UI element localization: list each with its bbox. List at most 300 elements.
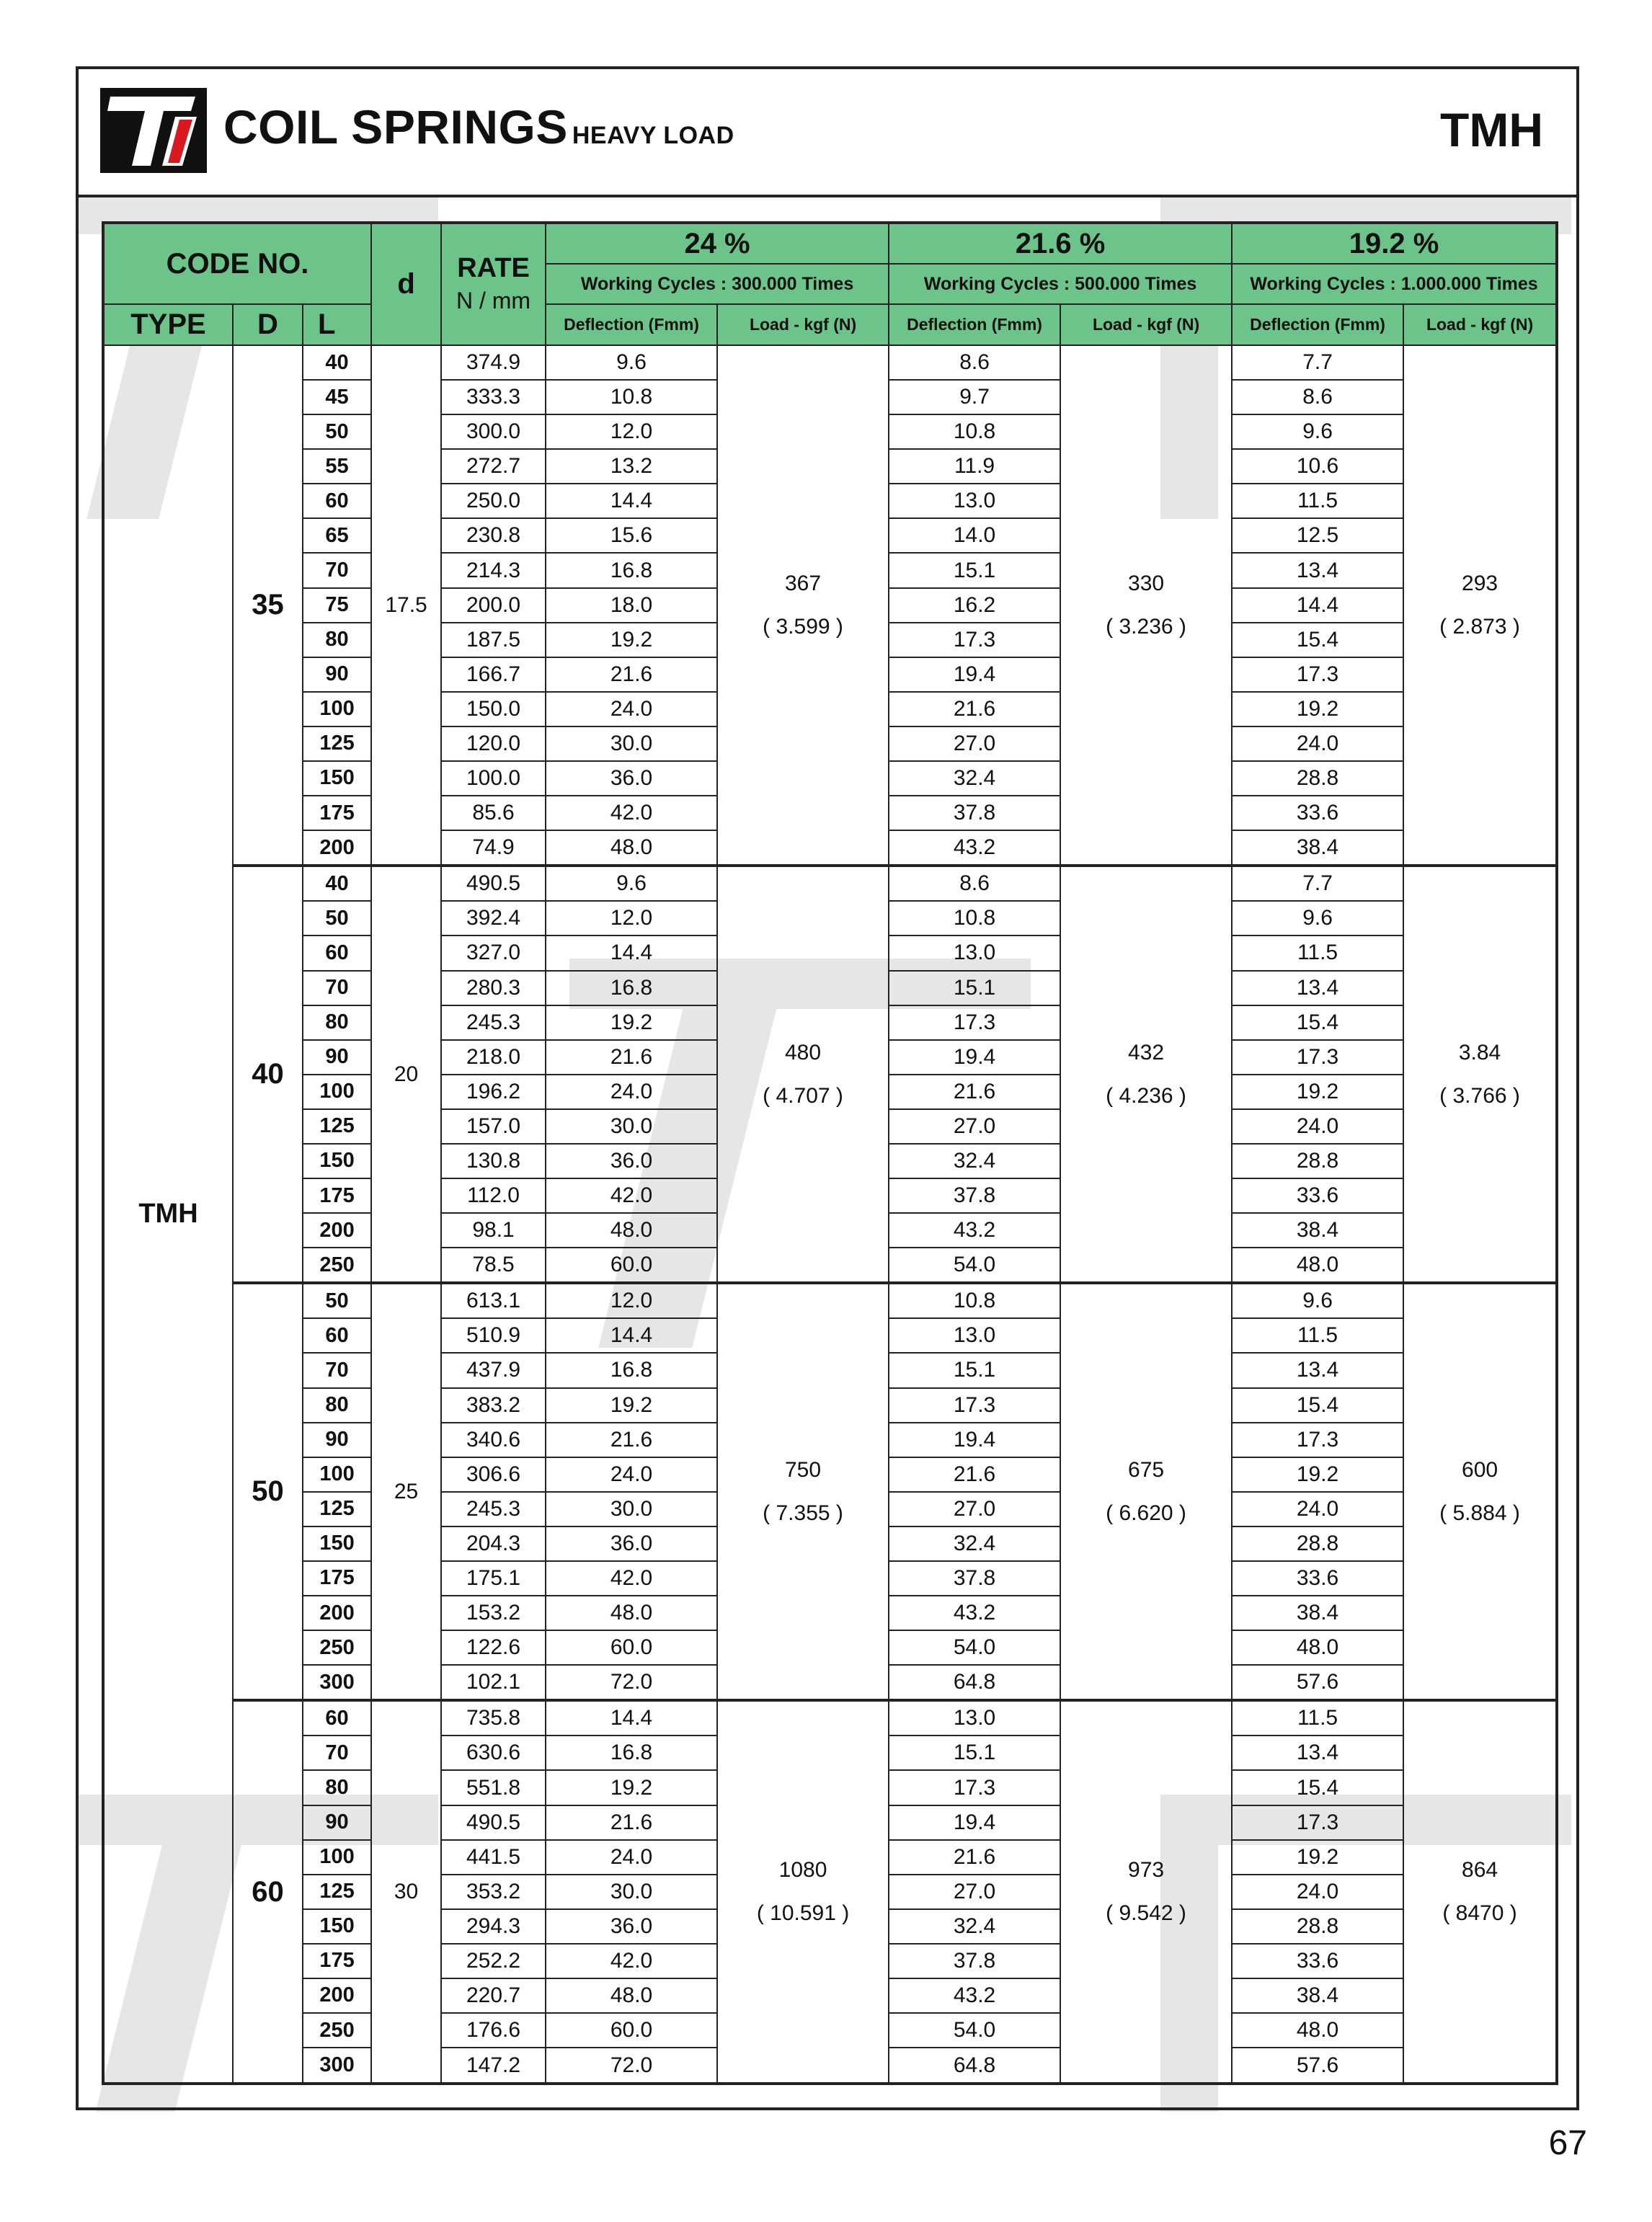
deflection-cell: 16.2 — [889, 588, 1060, 623]
deflection-cell: 24.0 — [1232, 726, 1403, 761]
rate-cell: 130.8 — [441, 1144, 546, 1178]
length-cell: 125 — [303, 726, 371, 761]
deflection-cell: 15.1 — [889, 553, 1060, 587]
deflection-cell: 33.6 — [1232, 1944, 1403, 1978]
deflection-cell: 21.6 — [546, 657, 717, 692]
length-cell: 250 — [303, 1248, 371, 1283]
length-cell: 300 — [303, 1665, 371, 1700]
rate-cell: 333.3 — [441, 380, 546, 414]
rate-cell: 196.2 — [441, 1075, 546, 1109]
rate-cell: 252.2 — [441, 1944, 546, 1978]
load-cell — [717, 345, 889, 866]
rate-cell: 166.7 — [441, 657, 546, 692]
rate-cell: 175.1 — [441, 1561, 546, 1596]
header-cycles-500k: Working Cycles : 500.000 Times — [889, 264, 1232, 304]
deflection-cell: 9.6 — [546, 866, 717, 901]
deflection-cell: 19.4 — [889, 1040, 1060, 1075]
deflection-cell: 13.4 — [1232, 971, 1403, 1005]
deflection-cell: 13.4 — [1232, 1736, 1403, 1770]
deflection-cell: 15.1 — [889, 971, 1060, 1005]
length-cell: 80 — [303, 1005, 371, 1040]
load-kgf: 3.84 — [1458, 1040, 1501, 1065]
length-cell: 100 — [303, 1075, 371, 1109]
deflection-cell: 43.2 — [889, 830, 1060, 866]
deflection-cell: 54.0 — [889, 2013, 1060, 2048]
length-cell: 200 — [303, 830, 371, 866]
deflection-cell: 72.0 — [546, 2048, 717, 2084]
rate-cell: 157.0 — [441, 1109, 546, 1144]
deflection-cell: 19.2 — [1232, 1457, 1403, 1492]
deflection-cell: 17.3 — [889, 623, 1060, 657]
length-cell: 70 — [303, 1353, 371, 1387]
deflection-cell: 14.4 — [1232, 588, 1403, 623]
rate-cell: 280.3 — [441, 971, 546, 1005]
length-cell: 75 — [303, 588, 371, 623]
length-cell: 100 — [303, 1840, 371, 1875]
deflection-cell: 13.4 — [1232, 553, 1403, 587]
deflection-cell: 42.0 — [546, 1944, 717, 1978]
table-row — [103, 1283, 1557, 1318]
rate-cell: 306.6 — [441, 1457, 546, 1492]
deflection-cell: 9.6 — [1232, 901, 1403, 936]
deflection-cell: 42.0 — [546, 1178, 717, 1213]
length-cell: 80 — [303, 1770, 371, 1805]
deflection-cell: 30.0 — [546, 1492, 717, 1526]
deflection-cell: 38.4 — [1232, 830, 1403, 866]
header-percent-216: 21.6 % — [889, 223, 1232, 264]
load-cell — [1060, 866, 1232, 1283]
page-number: 67 — [1548, 2124, 1587, 2162]
load-cell — [717, 1283, 889, 1700]
deflection-cell: 16.8 — [546, 1736, 717, 1770]
deflection-cell: 27.0 — [889, 1109, 1060, 1144]
rate-cell: 230.8 — [441, 518, 546, 553]
deflection-cell: 32.4 — [889, 1909, 1060, 1944]
rate-cell: 392.4 — [441, 901, 546, 936]
load-newton: ( 5.884 ) — [1439, 1501, 1520, 1525]
load-kgf: 600 — [1462, 1457, 1498, 1482]
deflection-cell: 21.6 — [546, 1805, 717, 1840]
load-kgf: 330 — [1128, 571, 1165, 595]
deflection-cell: 12.0 — [546, 1283, 717, 1318]
load-newton: ( 7.355 ) — [763, 1501, 843, 1525]
load-newton: ( 6.620 ) — [1106, 1501, 1186, 1525]
rate-unit: N / mm — [456, 287, 531, 314]
deflection-cell: 28.8 — [1232, 761, 1403, 796]
length-cell: 175 — [303, 1178, 371, 1213]
length-cell: 100 — [303, 692, 371, 726]
table-row — [103, 345, 1557, 380]
header-rate — [441, 223, 546, 345]
rate-cell: 214.3 — [441, 553, 546, 587]
deflection-cell: 42.0 — [546, 1561, 717, 1596]
table-body — [103, 345, 1557, 2084]
deflection-cell: 72.0 — [546, 1665, 717, 1700]
header-load: Load - kgf (N) — [717, 304, 889, 345]
deflection-cell: 15.4 — [1232, 1770, 1403, 1805]
length-cell: 300 — [303, 2048, 371, 2084]
deflection-cell: 21.6 — [889, 692, 1060, 726]
deflection-cell: 19.4 — [889, 1805, 1060, 1840]
page-header — [76, 66, 1579, 197]
deflection-cell: 21.6 — [889, 1075, 1060, 1109]
deflection-cell: 10.8 — [546, 380, 717, 414]
header-type: TYPE — [103, 304, 233, 345]
header-wire-d: d — [371, 223, 441, 345]
length-cell: 250 — [303, 2013, 371, 2048]
load-newton: ( 2.873 ) — [1439, 614, 1520, 639]
rate-cell: 490.5 — [441, 866, 546, 901]
deflection-cell: 7.7 — [1232, 345, 1403, 380]
load-cell — [717, 1700, 889, 2084]
deflection-cell: 21.6 — [889, 1457, 1060, 1492]
deflection-cell: 60.0 — [546, 2013, 717, 2048]
load-kgf: 293 — [1462, 571, 1498, 595]
rate-label: RATE — [457, 252, 530, 283]
length-cell: 125 — [303, 1492, 371, 1526]
length-cell: 70 — [303, 1736, 371, 1770]
rate-cell: 176.6 — [441, 2013, 546, 2048]
deflection-cell: 13.0 — [889, 484, 1060, 518]
rate-cell: 272.7 — [441, 449, 546, 484]
deflection-cell: 21.6 — [546, 1040, 717, 1075]
deflection-cell: 18.0 — [546, 588, 717, 623]
length-cell: 70 — [303, 553, 371, 587]
length-cell: 125 — [303, 1875, 371, 1909]
header-cycles-1m: Working Cycles : 1.000.000 Times — [1232, 264, 1557, 304]
deflection-cell: 19.4 — [889, 657, 1060, 692]
deflection-cell: 19.2 — [1232, 1075, 1403, 1109]
length-cell: 175 — [303, 1944, 371, 1978]
deflection-cell: 16.8 — [546, 1353, 717, 1387]
deflection-cell: 36.0 — [546, 1526, 717, 1561]
deflection-cell: 11.5 — [1232, 484, 1403, 518]
length-cell: 250 — [303, 1630, 371, 1665]
load-kgf: 973 — [1128, 1858, 1165, 1883]
length-cell: 60 — [303, 1318, 371, 1353]
deflection-cell: 9.6 — [1232, 1283, 1403, 1318]
rate-cell: 147.2 — [441, 2048, 546, 2084]
rate-cell: 735.8 — [441, 1700, 546, 1736]
deflection-cell: 15.1 — [889, 1353, 1060, 1387]
deflection-cell: 24.0 — [546, 1840, 717, 1875]
deflection-cell: 48.0 — [1232, 1248, 1403, 1283]
length-cell: 150 — [303, 761, 371, 796]
rate-cell: 112.0 — [441, 1178, 546, 1213]
deflection-cell: 32.4 — [889, 1144, 1060, 1178]
deflection-cell: 37.8 — [889, 796, 1060, 830]
load-kgf: 1080 — [778, 1858, 827, 1883]
deflection-cell: 38.4 — [1232, 1596, 1403, 1630]
rate-cell: 245.3 — [441, 1492, 546, 1526]
deflection-cell: 19.2 — [546, 1005, 717, 1040]
deflection-cell: 32.4 — [889, 761, 1060, 796]
length-cell: 150 — [303, 1526, 371, 1561]
length-cell: 50 — [303, 1283, 371, 1318]
deflection-cell: 37.8 — [889, 1561, 1060, 1596]
rate-cell: 630.6 — [441, 1736, 546, 1770]
title-subtitle: HEAVY LOAD — [572, 122, 734, 149]
deflection-cell: 21.6 — [889, 1840, 1060, 1875]
load-newton: ( 10.591 ) — [756, 1901, 850, 1926]
length-cell: 50 — [303, 901, 371, 936]
deflection-cell: 13.0 — [889, 936, 1060, 970]
deflection-cell: 15.4 — [1232, 1005, 1403, 1040]
length-cell: 125 — [303, 1109, 371, 1144]
rate-cell: 374.9 — [441, 345, 546, 380]
deflection-cell: 48.0 — [546, 830, 717, 866]
length-cell: 40 — [303, 345, 371, 380]
deflection-cell: 15.4 — [1232, 1388, 1403, 1423]
header-percent-24: 24 % — [546, 223, 889, 264]
deflection-cell: 17.3 — [889, 1005, 1060, 1040]
rate-cell: 100.0 — [441, 761, 546, 796]
length-cell: 80 — [303, 1388, 371, 1423]
deflection-cell: 7.7 — [1232, 866, 1403, 901]
length-cell: 100 — [303, 1457, 371, 1492]
deflection-cell: 17.3 — [1232, 1040, 1403, 1075]
rate-cell: 551.8 — [441, 1770, 546, 1805]
rate-cell: 122.6 — [441, 1630, 546, 1665]
rate-cell: 613.1 — [441, 1283, 546, 1318]
spring-spec-table — [102, 221, 1558, 2085]
load-newton: ( 4.707 ) — [763, 1083, 843, 1108]
deflection-cell: 8.6 — [1232, 380, 1403, 414]
table-row — [103, 866, 1557, 901]
deflection-cell: 19.2 — [546, 623, 717, 657]
outer-diameter-cell: 40 — [233, 866, 303, 1283]
deflection-cell: 64.8 — [889, 1665, 1060, 1700]
deflection-cell: 12.0 — [546, 901, 717, 936]
deflection-cell: 57.6 — [1232, 2048, 1403, 2084]
deflection-cell: 9.6 — [1232, 414, 1403, 449]
title-text: COIL SPRINGS — [223, 100, 568, 154]
deflection-cell: 33.6 — [1232, 1561, 1403, 1596]
load-kgf: 367 — [785, 571, 822, 595]
deflection-cell: 64.8 — [889, 2048, 1060, 2084]
brand-logo-icon — [100, 88, 207, 173]
wire-diameter-cell: 25 — [371, 1283, 441, 1700]
rate-cell: 383.2 — [441, 1388, 546, 1423]
deflection-cell: 43.2 — [889, 1596, 1060, 1630]
deflection-cell: 24.0 — [1232, 1109, 1403, 1144]
deflection-cell: 43.2 — [889, 1978, 1060, 2013]
deflection-cell: 36.0 — [546, 761, 717, 796]
load-newton: ( 4.236 ) — [1106, 1083, 1186, 1108]
deflection-cell: 11.9 — [889, 449, 1060, 484]
load-cell — [717, 866, 889, 1283]
deflection-cell: 24.0 — [1232, 1875, 1403, 1909]
deflection-cell: 16.8 — [546, 553, 717, 587]
deflection-cell: 24.0 — [546, 692, 717, 726]
wire-diameter-cell: 20 — [371, 866, 441, 1283]
page-title — [223, 99, 734, 154]
deflection-cell: 37.8 — [889, 1944, 1060, 1978]
deflection-cell: 27.0 — [889, 1875, 1060, 1909]
deflection-cell: 24.0 — [1232, 1492, 1403, 1526]
deflection-cell: 38.4 — [1232, 1213, 1403, 1248]
deflection-cell: 10.8 — [889, 1283, 1060, 1318]
rate-cell: 98.1 — [441, 1213, 546, 1248]
header-outer-d: D — [233, 304, 303, 345]
length-cell: 90 — [303, 1423, 371, 1457]
deflection-cell: 14.4 — [546, 484, 717, 518]
rate-cell: 204.3 — [441, 1526, 546, 1561]
load-kgf: 864 — [1462, 1858, 1498, 1883]
header-load: Load - kgf (N) — [1060, 304, 1232, 345]
rate-cell: 510.9 — [441, 1318, 546, 1353]
deflection-cell: 48.0 — [546, 1213, 717, 1248]
rate-cell: 245.3 — [441, 1005, 546, 1040]
length-cell: 175 — [303, 1561, 371, 1596]
outer-diameter-cell: 35 — [233, 345, 303, 866]
length-cell: 40 — [303, 866, 371, 901]
rate-cell: 327.0 — [441, 936, 546, 970]
rate-cell: 437.9 — [441, 1353, 546, 1387]
header-deflection: Deflection (Fmm) — [546, 304, 717, 345]
header-deflection: Deflection (Fmm) — [1232, 304, 1403, 345]
deflection-cell: 19.2 — [1232, 1840, 1403, 1875]
rate-cell: 353.2 — [441, 1875, 546, 1909]
deflection-cell: 28.8 — [1232, 1909, 1403, 1944]
deflection-cell: 43.2 — [889, 1213, 1060, 1248]
rate-cell: 150.0 — [441, 692, 546, 726]
deflection-cell: 37.8 — [889, 1178, 1060, 1213]
rate-cell: 102.1 — [441, 1665, 546, 1700]
deflection-cell: 19.2 — [1232, 692, 1403, 726]
deflection-cell: 30.0 — [546, 1875, 717, 1909]
rate-cell: 74.9 — [441, 830, 546, 866]
deflection-cell: 54.0 — [889, 1630, 1060, 1665]
deflection-cell: 33.6 — [1232, 796, 1403, 830]
deflection-cell: 15.1 — [889, 1736, 1060, 1770]
deflection-cell: 13.2 — [546, 449, 717, 484]
rate-cell: 300.0 — [441, 414, 546, 449]
deflection-cell: 48.0 — [1232, 2013, 1403, 2048]
outer-diameter-cell: 50 — [233, 1283, 303, 1700]
deflection-cell: 19.4 — [889, 1423, 1060, 1457]
deflection-cell: 8.6 — [889, 345, 1060, 380]
deflection-cell: 33.6 — [1232, 1178, 1403, 1213]
deflection-cell: 12.0 — [546, 414, 717, 449]
length-cell: 90 — [303, 657, 371, 692]
length-cell: 55 — [303, 449, 371, 484]
load-kgf: 675 — [1128, 1457, 1165, 1482]
deflection-cell: 24.0 — [546, 1457, 717, 1492]
deflection-cell: 38.4 — [1232, 1978, 1403, 2013]
deflection-cell: 42.0 — [546, 796, 717, 830]
length-cell: 70 — [303, 971, 371, 1005]
deflection-cell: 48.0 — [546, 1978, 717, 2013]
deflection-cell: 13.0 — [889, 1700, 1060, 1736]
load-cell — [1060, 1700, 1232, 2084]
deflection-cell: 19.2 — [546, 1770, 717, 1805]
header-length: L — [303, 304, 371, 345]
type-cell: TMH — [103, 345, 233, 2084]
rate-cell: 85.6 — [441, 796, 546, 830]
deflection-cell: 16.8 — [546, 971, 717, 1005]
wire-diameter-cell: 30 — [371, 1700, 441, 2084]
deflection-cell: 54.0 — [889, 1248, 1060, 1283]
header-code-no: CODE NO. — [103, 223, 371, 304]
deflection-cell: 17.3 — [1232, 1805, 1403, 1840]
length-cell: 90 — [303, 1040, 371, 1075]
load-cell — [1403, 866, 1557, 1283]
load-cell — [1060, 345, 1232, 866]
deflection-cell: 10.8 — [889, 901, 1060, 936]
length-cell: 45 — [303, 380, 371, 414]
length-cell: 50 — [303, 414, 371, 449]
length-cell: 150 — [303, 1909, 371, 1944]
length-cell: 60 — [303, 1700, 371, 1736]
deflection-cell: 48.0 — [546, 1596, 717, 1630]
deflection-cell: 28.8 — [1232, 1526, 1403, 1561]
deflection-cell: 32.4 — [889, 1526, 1060, 1561]
header-load: Load - kgf (N) — [1403, 304, 1557, 345]
deflection-cell: 15.4 — [1232, 623, 1403, 657]
deflection-cell: 27.0 — [889, 1492, 1060, 1526]
deflection-cell: 13.0 — [889, 1318, 1060, 1353]
deflection-cell: 21.6 — [546, 1423, 717, 1457]
deflection-cell: 57.6 — [1232, 1665, 1403, 1700]
length-cell: 65 — [303, 518, 371, 553]
deflection-cell: 10.6 — [1232, 449, 1403, 484]
rate-cell: 340.6 — [441, 1423, 546, 1457]
length-cell: 150 — [303, 1144, 371, 1178]
deflection-cell: 15.6 — [546, 518, 717, 553]
load-cell — [1403, 1283, 1557, 1700]
length-cell: 60 — [303, 936, 371, 970]
table-row — [103, 1700, 1557, 1736]
rate-cell: 153.2 — [441, 1596, 546, 1630]
deflection-cell: 8.6 — [889, 866, 1060, 901]
outer-diameter-cell: 60 — [233, 1700, 303, 2084]
deflection-cell: 14.0 — [889, 518, 1060, 553]
deflection-cell: 14.4 — [546, 936, 717, 970]
load-newton: ( 3.236 ) — [1106, 614, 1186, 639]
load-newton: ( 3.599 ) — [763, 614, 843, 639]
deflection-cell: 60.0 — [546, 1248, 717, 1283]
deflection-cell: 60.0 — [546, 1630, 717, 1665]
load-cell — [1060, 1283, 1232, 1700]
deflection-cell: 17.3 — [889, 1770, 1060, 1805]
header-deflection: Deflection (Fmm) — [889, 304, 1060, 345]
header-cycles-300k: Working Cycles : 300.000 Times — [546, 264, 889, 304]
rate-cell: 220.7 — [441, 1978, 546, 2013]
deflection-cell: 30.0 — [546, 726, 717, 761]
rate-cell: 187.5 — [441, 623, 546, 657]
deflection-cell: 19.2 — [546, 1388, 717, 1423]
rate-cell: 490.5 — [441, 1805, 546, 1840]
deflection-cell: 36.0 — [546, 1144, 717, 1178]
rate-cell: 120.0 — [441, 726, 546, 761]
rate-cell: 200.0 — [441, 588, 546, 623]
length-cell: 200 — [303, 1596, 371, 1630]
header-percent-192: 19.2 % — [1232, 223, 1557, 264]
rate-cell: 294.3 — [441, 1909, 546, 1944]
deflection-cell: 9.7 — [889, 380, 1060, 414]
deflection-cell: 30.0 — [546, 1109, 717, 1144]
rate-cell: 78.5 — [441, 1248, 546, 1283]
deflection-cell: 27.0 — [889, 726, 1060, 761]
deflection-cell: 11.5 — [1232, 936, 1403, 970]
deflection-cell: 9.6 — [546, 345, 717, 380]
wire-diameter-cell: 17.5 — [371, 345, 441, 866]
load-newton: ( 9.542 ) — [1106, 1901, 1186, 1926]
deflection-cell: 17.3 — [1232, 657, 1403, 692]
load-cell — [1403, 1700, 1557, 2084]
length-cell: 80 — [303, 623, 371, 657]
